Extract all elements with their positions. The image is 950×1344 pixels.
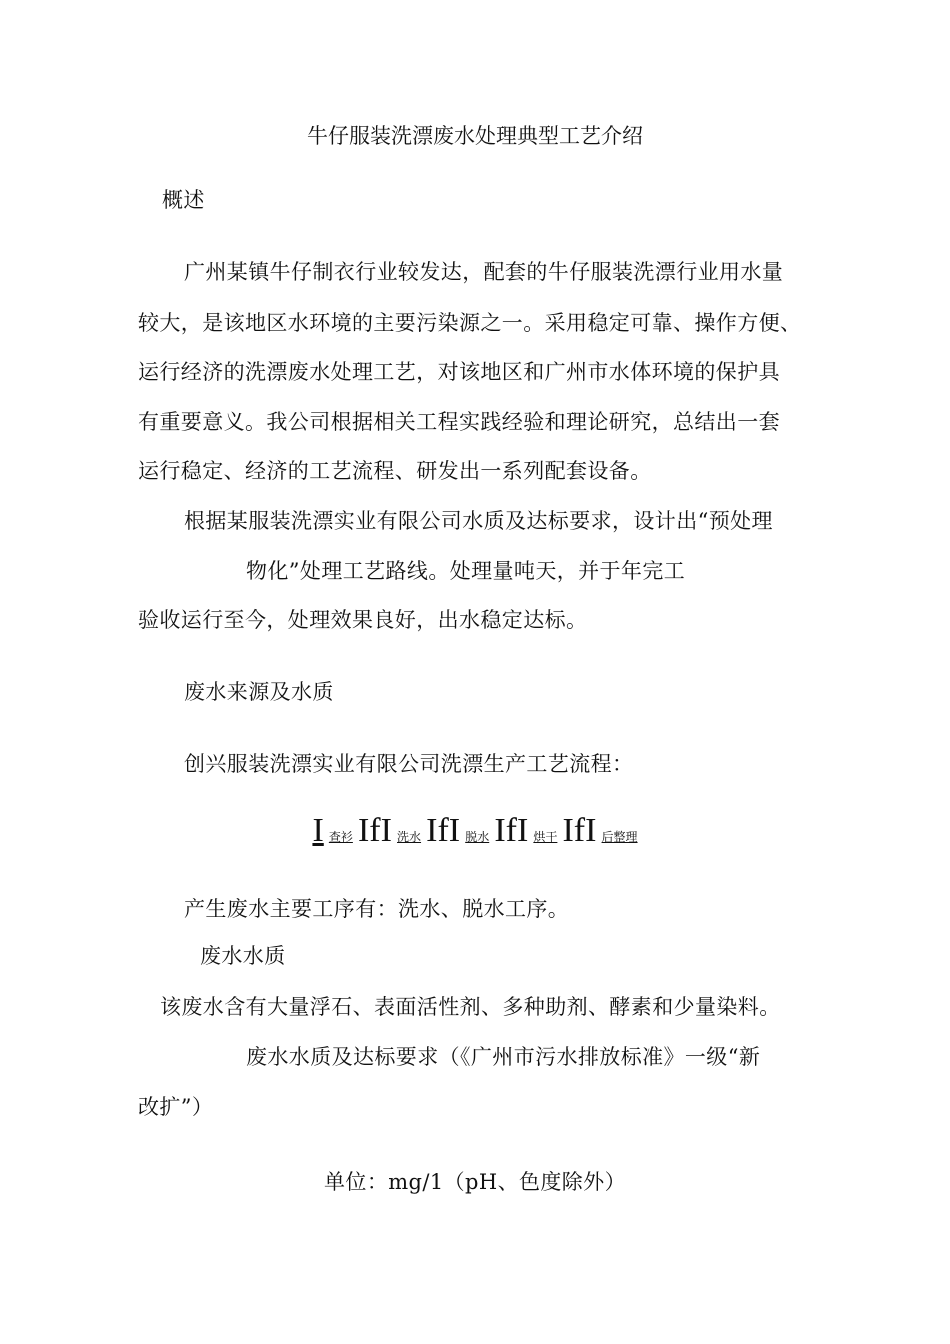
flow-connector: IfI — [426, 812, 461, 849]
heading-wastewater-quality: 废水水质 — [200, 944, 286, 968]
para2-line-1: 根据某服装洗漂实业有限公司水质及达标要求，设计出“预处理 — [184, 509, 773, 533]
flow-step-3: 脱水 — [465, 830, 490, 844]
unit-note: 单位：mg/1（pH、色度除外） — [324, 1170, 626, 1194]
flow-start-mark: I — [312, 812, 324, 849]
heading-wastewater-source: 废水来源及水质 — [184, 680, 334, 704]
flow-connector: IfI — [357, 812, 392, 849]
para1-line-4: 有重要意义。我公司根据相关工程实践经验和理论研究，总结出一套 — [138, 410, 780, 434]
document-title: 牛仔服装洗漂废水处理典型工艺介绍 — [307, 124, 643, 148]
quality-description: 该废水含有大量浮石、表面活性剂、多种助剂、酵素和少量染料。 — [160, 995, 781, 1019]
process-note: 产生废水主要工序有：洗水、脱水工序。 — [184, 897, 570, 921]
process-flow — [0, 812, 950, 850]
flow-step-5: 后整理 — [601, 830, 638, 844]
heading-overview: 概述 — [162, 188, 205, 212]
para2-line-2: 物化”处理工艺路线。处理量吨天，并于年完工 — [246, 559, 686, 583]
standard-line-1: 废水水质及达标要求（《广州市污水排放标准》一级“新 — [246, 1045, 761, 1069]
process-intro: 创兴服装洗漂实业有限公司洗漂生产工艺流程： — [184, 752, 634, 776]
standard-line-2: 改扩”） — [138, 1095, 214, 1119]
para1-line-1: 广州某镇牛仔制衣行业较发达，配套的牛仔服装洗漂行业用水量 — [184, 260, 784, 284]
flow-step-1: 查衫 — [328, 830, 353, 844]
para1-line-5: 运行稳定、经济的工艺流程、研发出一系列配套设备。 — [138, 459, 652, 483]
flow-connector: IfI — [562, 812, 597, 849]
flow-connector: IfI — [494, 812, 529, 849]
para2-line-3: 验收运行至今，处理效果良好，出水稳定达标。 — [138, 608, 588, 632]
flow-step-4: 烘干 — [533, 830, 558, 844]
flow-step-2: 洗水 — [397, 830, 422, 844]
para1-line-3: 运行经济的洗漂废水处理工艺，对该地区和广州市水体环境的保护具 — [138, 360, 780, 384]
para1-line-2: 较大，是该地区水环境的主要污染源之一。采用稳定可靠、操作方便、 — [138, 311, 802, 335]
